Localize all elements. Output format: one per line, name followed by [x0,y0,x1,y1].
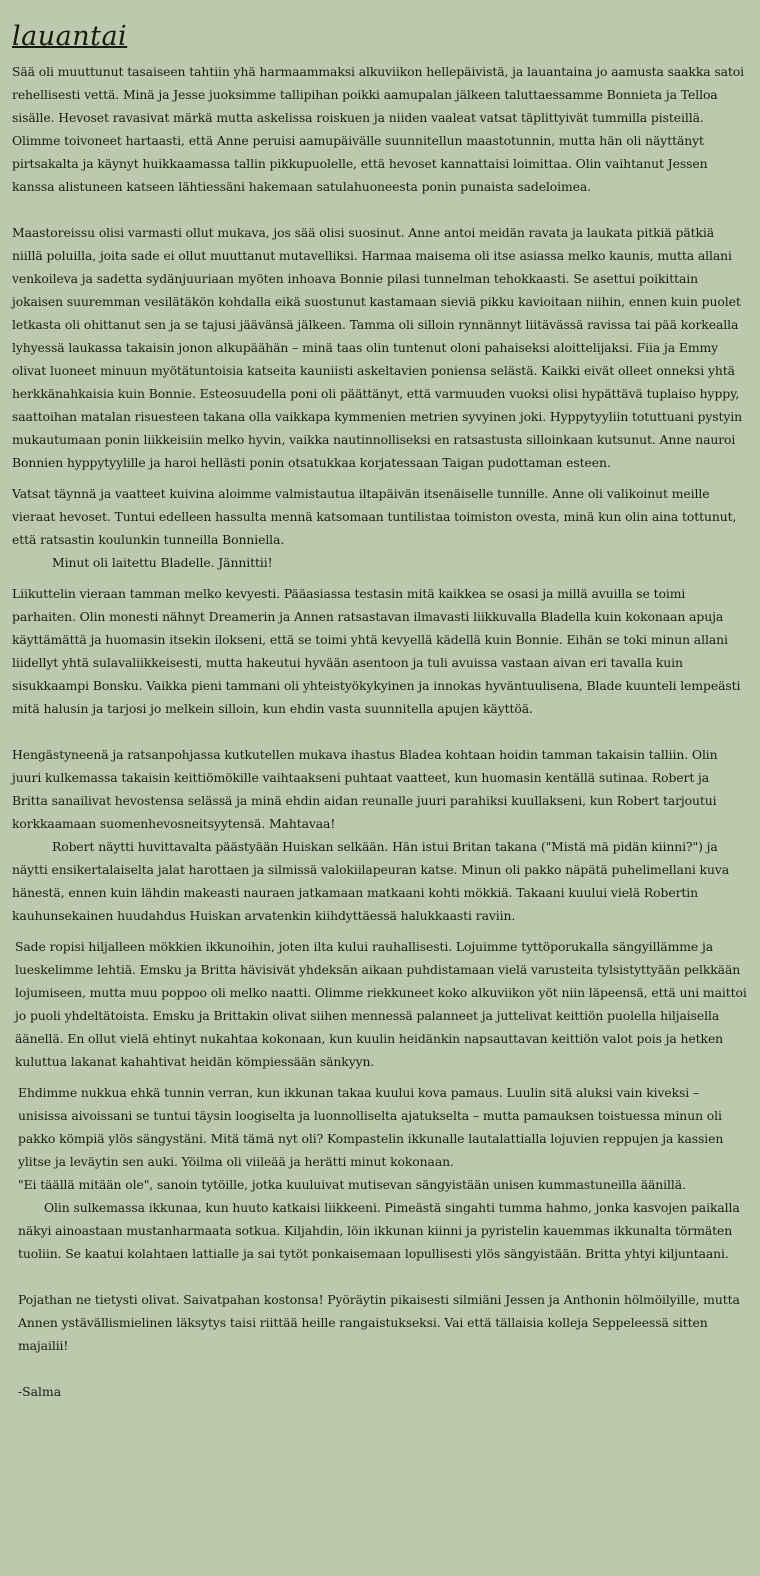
paragraph-gap [12,1073,748,1081]
paragraph-gap [12,1357,748,1380]
paragraph-dark-figure: Olin sulkemassa ikkunaa, kun huuto katkaisi liikkeeni. Pimeästä singahti tumma hahmo, jonka kasvojen paikalla näkyi ainoastaan mustanharmaata sotkua. Kiljahdin, löin ikkunan kiinni ja pyristelin kauemmas ikkunalta törmäten tuoliin. Se kaatui kolahtaen lattialle ja sai tytöt ponkaisemaan lopullisesti ylös sängyistään. Britta yhtyi kiljuntaani. [18,1200,740,1261]
paragraph-robert-huiska: Robert näytti huvittavalta päästyään Huiskan selkään. Hän istui Britan takana ("Mistä mä pidän kiinni?") ja näytti ensikertalaiselta jalat harottaen ja silmissä valokiilapeuran katse. Minun oli pakko näpätä puhelimellani kuva hänestä, ennen kuin lähdin makeasti nauraen jatkamaan matkaani kohti mökkiä. Takaani kuului vielä Robertin kauhunsekainen huudahdus Huiskan arvatenkin kiihdyttäessä halukkaasti raviin. [12,839,730,923]
paragraph-riding-blade: Liikuttelin vieraan tamman melko kevyesti. Pääasiassa testasin mitä kaikkea se osasi ja millä avuilla se toimi parhaiten. Olin monesti nähnyt Dreamerin ja Annen ratsastavan ilmavasti liikkuvalla Bladella kuin kokonaan apuja käyttämättä ja huomasin itsekin ilokseni, että se toimi yhtä kevyellä kädellä kuin Bonnie. Eihän se toki minun allani liidellyt yhtä sulavaliikkeisesti, mutta hakeutui hyvään asentoon ja tuli avuissa vastaan aivan eri tavalla kuin sisukkaampi Bonsku. Vaikka pieni tammani oli yhteistyökykyinen ja innokas hyväntuulisena, Blade kuunteli lempeästi mitä halusin ja tarjosi jo melkein silloin, kun ehdin vasta suunnitella apujen käyttöä. [12,586,741,716]
paragraph-gap [12,198,748,221]
paragraph-rainy-morning: Sää oli muuttunut tasaiseen tahtiin yhä harmaammaksi alkuviikon hellepäivistä, ja lauantaina jo aamusta saakka satoi rehellisesti vettä. Minä ja Jesse juoksimme tallipihan poikki aamupalan jälkeen taluttaessamme Bonnieta ja Telloa sisälle. Hevoset ravasivat märkä mutta askelissa roiskuen ja niiden vaaleat vatsat täplittyivät tummilla pisteillä. Olimme toivoneet hartaasti, että Anne peruisi aamupäivälle suunnitellun maastotunnin, mutta hän oli näyttänyt pirtsakalta ja käynyt huikkaamassa tallin pikkupuolelle, että hevoset kannattaisi loimittaa. Olin vaihtanut Jessen kanssa alistuneen katseen lähtiessäni hakemaan satulahuoneesta ponin punaista sadeloimea. [12,64,745,194]
paragraph-blade-assignment: Minut oli laitettu Bladelle. Jännittii! [52,555,273,570]
paragraph-gap [12,927,748,935]
page-title: lauantai [12,21,128,52]
paragraph-trail-ride: Maastoreissu olisi varmasti ollut mukava, jos sää olisi suosinut. Anne antoi meidän ravata ja laukata pitkiä pätkiä niillä poluilla, joita sade ei ollut muuttanut mutavelliksi. Harmaa maisema oli itse asiassa melko kaunis, mutta allani venkoileva ja sadetta sydänjuuriaan myöten inhoava Bonnie pilasi tunnelman tehokkaasti. Se asettui poikittain jokaisen suuremman vesilätäkön kohdalla eikä suostunut kastamaan sieviä pikku kavioitaan niihin, ennen kuin puolet letkasta oli ohittanut sen ja se tajusi jäävänsä jälkeen. Tamma oli silloin rynnännyt liitävässä ravissa tai pää korkealla lyhyessä laukassa takaisin jonon alkupäähän – minä taas olin tuntenut oloni pahaiseksi aloittelijaksi. Fiia ja Emmy olivat luoneet minuun myötätuntoisia katseita kauniisti askeltavien poniensa selästä. Kaikki eivät olleet onneksi yhtä herkkänahkaisia kuin Bonnie. Esteosuudella poni oli päättänyt, että varmuuden vuoksi olisi hypättävä tuplaiso hyppy, saattoihan matalan risuesteen takana olla vaikkapa kymmenien metrien syvyinen joki. Hyppytyyliin totuttuani pystyin mukautumaan ponin liikkeisiin melko hyvin, vaikka nautinnolliseksi en ratsastusta silloinkaan kutsunut. Anne nauroi Bonnien hyppytyylille ja haroi hellästi ponin otsatukkaa korjatessaan Taigan pudottaman esteen. [12,225,743,470]
paragraph-nothing-here: "Ei täällä mitään ole", sanoin tytöille, jotka kuuluivat mutisevan sängyistään unisen kummastuneilla äänillä. [18,1177,686,1192]
signature: -Salma [18,1384,62,1399]
paragraph-gap [12,720,748,743]
paragraph-gap [12,474,748,482]
paragraph-evening: Sade ropisi hiljalleen mökkien ikkunoihin, joten ilta kului rauhallisesti. Lojuimme tyttöporukalla sängyillämme ja lueskelimme lehtiä. Emsku ja Britta hävisivät yhdeksän aikaan puhdistamaan vielä varusteita tylsistyttyään pelkkään lojumiseen, mutta muu poppoo oli melko naatti. Olimme riekkuneet koko alkuviikon yöt niin läpeensä, että uni maittoi jo puoli yhdeltätoista. Emsku ja Brittakin olivat siihen mennessä palanneet ja juttelivat keittiön puolella hiljaisella äänellä. En ollut vielä ehtinyt nukahtaa kokonaan, kun kuulin heidänkin napsauttavan keittiön valot pois ja hetken kuluttua lakanat kahahtivat heidän kömpiessään sänkyyn. [15,939,747,1069]
paragraph-gap [12,574,748,582]
paragraph-robert-britta: Hengästyneenä ja ratsanpohjassa kutkutellen mukava ihastus Bladea kohtaan hoidin tamman takaisin talliin. Olin juuri kulkemassa takaisin keittiömökille vaihtaakseni puhtaat vaatteet, kun huomasin kentällä sutinaa. Robert ja Britta sanailivat hevostensa selässä ja minä ehdin aidan reunalle juuri parahiksi kuullakseni, kun Robert tarjoutui korkkaamaan suomenhevosneitsyytensä. Mahtavaa! [12,747,718,831]
paragraph-boys-prank: Pojathan ne tietysti olivat. Saivatpahan kostonsa! Pyöräytin pikaisesti silmiäni Jessen ja Anthonin hölmöilyille, mutta Annen ystävällismielinen läksytys taisi riittää heille rangaistukseksi. Vai että tällaisia kolleja Seppeleessä sitten majailii! [18,1292,740,1353]
paragraph-night-bang: Ehdimme nukkua ehkä tunnin verran, kun ikkunan takaa kuului kova pamaus. Luulin sitä aluksi vain kiveksi – unisissa aivoissani se tuntui täysin loogiselta ja luonnolliselta ajatukselta – mutta pamauksen toistuessa minun oli pakko kömpiä ylös sängystäni. Mitä tämä nyt oli? Kompastelin ikkunalle lautalattialla lojuvien reppujen ja kassien ylitse ja leväytin sen auki. Yöilma oli viileää ja herätti minut kokonaan. [18,1085,724,1169]
paragraph-gap [12,1265,748,1288]
paragraph-afternoon-lesson: Vatsat täynnä ja vaatteet kuivina aloimme valmistautua iltapäivän itsenäiselle tunnille. Anne oli valikoinut meille vieraat hevoset. Tuntui edelleen hassulta mennä katsomaan tuntilistaa toimiston ovesta, minä kun olin aina tottunut, että ratsastin koulunkin tunneilla Bonniella. [12,486,737,547]
